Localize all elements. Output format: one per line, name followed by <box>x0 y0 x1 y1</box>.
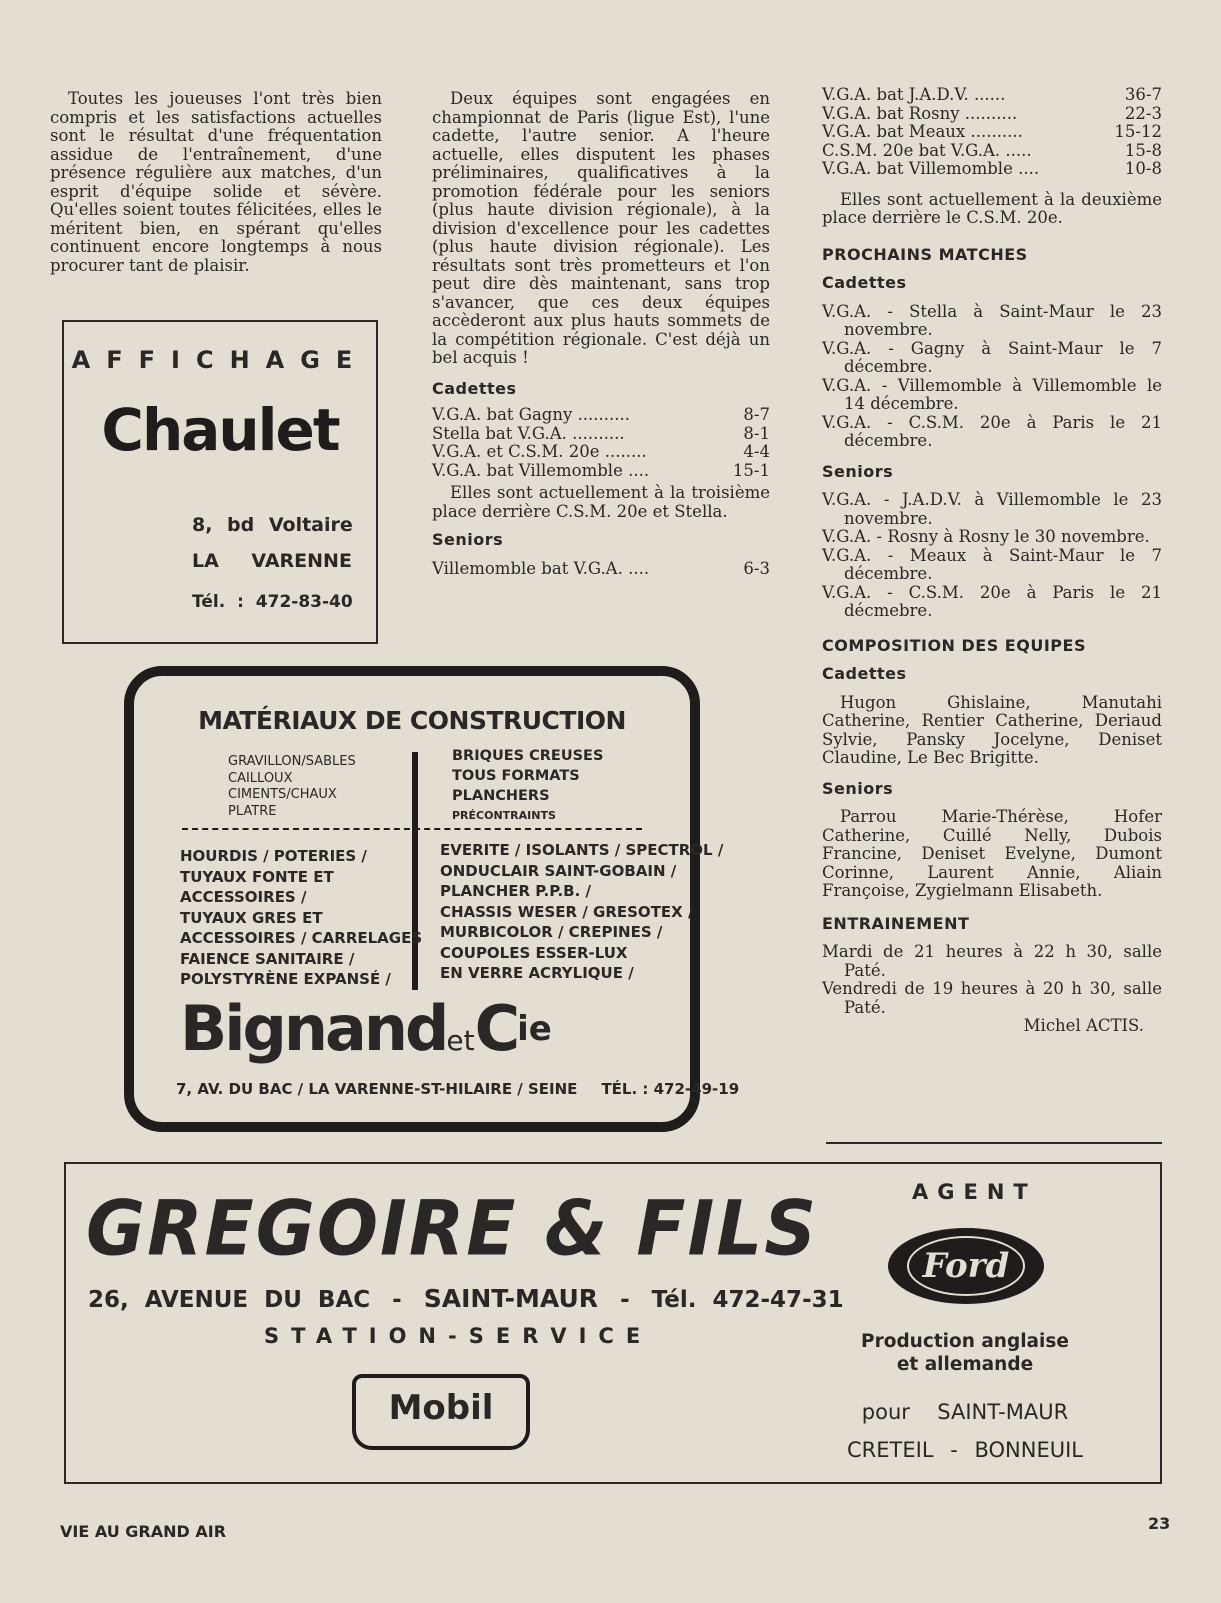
materiaux-item: ONDUCLAIR SAINT-GOBAIN / <box>440 861 677 880</box>
chaulet-address-2: LA VARENNE <box>192 550 352 572</box>
score-row <box>822 142 1162 161</box>
match-item: V.G.A. - C.S.M. 20e à Paris le 21 décmebre. <box>822 582 1162 620</box>
col2-seniors-heading: Seniors <box>432 530 504 549</box>
materiaux-item: CAILLOUX <box>228 770 293 786</box>
materiaux-item: BRIQUES CREUSES <box>452 748 604 764</box>
composition-seniors: Parrou Marie-Thérèse, Hofer Catherine, Cuillé Nelly, Dubois Francine, Deniset Evelyne, Dumont Corinne, Laurent Annie, Aliain Françoise, Zygielmann Elisabeth. <box>822 807 1162 900</box>
materiaux-item: FAIENCE SANITAIRE / <box>180 949 355 968</box>
score-row <box>432 406 770 425</box>
prochains-cadettes-list <box>822 303 1162 451</box>
chaulet-address-1: 8, bd Voltaire <box>192 514 353 536</box>
score-match: C.S.M. 20e bat V.G.A. ..... <box>822 140 1032 160</box>
chaulet-header: AFFICHAGE <box>71 346 369 374</box>
match-item: V.G.A. - Stella à Saint-Maur le 23 novembre. <box>822 301 1162 339</box>
materiaux-divider-dashed <box>182 828 642 830</box>
score-match: V.G.A. bat Gagny .......... <box>432 405 631 424</box>
score-match: V.G.A. bat Villemomble .... <box>432 460 650 480</box>
bignand-et: et <box>446 1024 475 1057</box>
score-value: 8-1 <box>743 423 770 443</box>
entrainement-heading: ENTRAINEMENT <box>822 913 970 933</box>
materiaux-item: PLATRE <box>228 803 277 819</box>
score-value: 4-4 <box>743 442 770 461</box>
score-row <box>432 425 770 444</box>
match-item: V.G.A. - J.A.D.V. à Villemomble le 23 novembre. <box>822 490 1162 528</box>
materiaux-item: PLANCHER P.P.B. / <box>440 882 592 900</box>
ad-chaulet <box>62 320 378 644</box>
score-row <box>822 105 1162 124</box>
gregoire-phone: Tél. 472-47-31 <box>651 1287 844 1313</box>
bignand-brand: Bignand <box>180 992 447 1065</box>
mobil-text: Mobil <box>388 1388 494 1428</box>
col2-cadettes-note: Elles sont actuellement à la troisième place derrière C.S.M. 20e et Stella. <box>432 483 770 521</box>
ford-text: Ford <box>907 1236 1026 1296</box>
match-item: V.G.A. - Rosny à Rosny le 30 novembre. <box>822 527 1150 546</box>
score-match: Villemomble bat V.G.A. .... <box>432 558 650 578</box>
gregoire-address-city: SAINT-MAUR <box>423 1284 599 1313</box>
score-match: V.G.A. et C.S.M. 20e ........ <box>432 442 647 461</box>
col2-cadettes-heading: Cadettes <box>432 378 517 398</box>
bignand-ie: ie <box>517 1009 552 1049</box>
prochains-seniors-heading: Seniors <box>822 461 894 481</box>
column-3 <box>822 86 1162 1036</box>
materiaux-item: ACCESSOIRES / CARRELAGES <box>180 929 423 947</box>
composition-cadettes: Hugon Ghislaine, Manutahi Catherine, Rentier Catherine, Deriaud Sylvie, Pansky Jocelyne, Deniset Claudine, Le Bec Brigitte. <box>822 692 1162 767</box>
composition-cadettes-heading: Cadettes <box>822 664 907 683</box>
score-row <box>822 160 1162 179</box>
match-item: V.G.A. - Meaux à Saint-Maur le 7 décembre. <box>822 545 1162 583</box>
gregoire-top-rule <box>826 1142 1162 1144</box>
entrainement-item: Vendredi de 19 heures à 20 h 30, salle Paté. <box>822 979 1162 1017</box>
gregoire-sep-2: - <box>620 1287 630 1313</box>
gregoire-name: GREGOIRE & FILS <box>86 1183 819 1273</box>
ford-city-3: BONNEUIL <box>974 1438 1083 1462</box>
materiaux-item: EN VERRE ACRYLIQUE / <box>440 964 634 982</box>
ford-logo <box>888 1228 1044 1304</box>
score-row <box>432 560 770 579</box>
materiaux-left-top <box>228 754 356 820</box>
score-value: 10-8 <box>1124 159 1162 178</box>
col3-results <box>822 86 1162 179</box>
bignand-c: C <box>474 992 518 1065</box>
match-item: V.G.A. - C.S.M. 20e à Paris le 21 décembre. <box>822 412 1162 450</box>
column-2 <box>432 90 770 578</box>
materiaux-item: ACCESSOIRES / <box>180 888 307 906</box>
score-match: V.G.A. bat Meaux .......... <box>822 122 1023 141</box>
score-value: 15-12 <box>1114 122 1162 141</box>
materiaux-item: TOUS FORMATS <box>452 768 580 784</box>
score-value: 36-7 <box>1124 85 1162 104</box>
score-value: 22-3 <box>1124 103 1162 123</box>
col2-seniors-results <box>432 560 770 579</box>
materiaux-right-top <box>452 746 603 826</box>
materiaux-item: EVERITE / ISOLANTS / SPECTROL / <box>440 841 724 859</box>
entrainement-item: Mardi de 21 heures à 22 h 30, salle Paté. <box>822 942 1162 980</box>
ford-city-1: SAINT-MAUR <box>937 1400 1069 1424</box>
materiaux-address: 7, AV. DU BAC / LA VARENNE-ST-HILAIRE / SEINE <box>176 1080 578 1098</box>
ford-city-sep: - <box>950 1438 958 1462</box>
col2-intro: Deux équipes sont engagées en championnat de Paris (ligue Est), l'une cadette, l'autre senior. A l'heure actuelle, elles disputent les phases préliminaires, qualificatives à la promotion fédérale pour les seniors (plus haute division régionale), à la division d'excellence pour les cadettes (plus haute division régionale). Les résultats sont très prometteurs et l'on peut dire dès maintenant, sans trop s'avancer, que ces deux équipes accèderont aux plus hauts sommets de la compétition régionale. C'est déjà un bel acquis ! <box>432 89 770 367</box>
score-value: 15-8 <box>1124 140 1162 160</box>
materiaux-item: PRÉCONTRAINTS <box>452 809 556 822</box>
col2-cadettes-results <box>432 406 770 480</box>
column-1 <box>50 90 382 275</box>
prochains-cadettes-heading: Cadettes <box>822 273 907 292</box>
ad-materiaux <box>124 666 740 1132</box>
ford-production <box>852 1330 1078 1376</box>
score-value: 6-3 <box>743 558 770 578</box>
materiaux-address-line <box>176 1080 739 1098</box>
ford-pour: pour <box>861 1400 910 1424</box>
materiaux-title: MATÉRIAUX DE CONSTRUCTION <box>198 706 626 735</box>
ford-city-2: CRETEIL <box>847 1438 934 1462</box>
composition-seniors-heading: Seniors <box>822 778 894 798</box>
score-value: 15-1 <box>732 460 770 480</box>
match-item: V.G.A. - Gagny à Saint-Maur le 7 décembre. <box>822 338 1162 376</box>
score-match: Stella bat V.G.A. .......... <box>432 423 625 443</box>
ford-production-line-1: Production anglaise <box>861 1331 1069 1352</box>
score-match: V.G.A. bat J.A.D.V. ...... <box>822 85 1006 104</box>
materiaux-item: POLYSTYRÈNE EXPANSÉ / <box>180 970 391 988</box>
footer-magazine: VIE AU GRAND AIR <box>60 1522 227 1541</box>
gregoire-address-street: 26, AVENUE DU BAC <box>88 1287 371 1313</box>
gregoire-address-line <box>88 1284 844 1313</box>
materiaux-left-bottom <box>180 846 422 990</box>
chaulet-phone: Tél. : 472-83-40 <box>192 592 353 612</box>
materiaux-phone: TÉL. : 472-49-19 <box>601 1080 740 1098</box>
col1-paragraph: Toutes les joueuses l'ont très bien compris et les satisfactions actuelles sont le résultat d'une fréquentation assidue de l'entraînement, d'une présence régulière aux matches, d'un esprit d'équipe solide et sévère. Qu'elles soient toutes félicitées, elles le méritent bien, en spérant qu'elles continuent encore longtemps à nous procurer tant de plaisir. <box>50 89 382 275</box>
entrainement-list <box>822 943 1162 1017</box>
ford-cities-line <box>832 1438 1098 1462</box>
footer-page-number: 23 <box>1148 1514 1171 1533</box>
score-row <box>432 443 770 462</box>
materiaux-item: CIMENTS/CHAUX <box>228 787 337 802</box>
match-item: V.G.A. - Villemomble à Villemomble le 14 décembre. <box>822 375 1162 413</box>
prochains-seniors-list <box>822 491 1162 621</box>
gregoire-sep-1: - <box>392 1287 402 1313</box>
materiaux-item: PLANCHERS <box>452 788 550 804</box>
materiaux-item: HOURDIS / POTERIES / <box>180 847 367 865</box>
materiaux-item: TUYAUX GRES ET <box>180 908 323 927</box>
ford-production-line-2: et allemande <box>896 1354 1034 1375</box>
materiaux-item: TUYAUX FONTE ET <box>180 867 334 886</box>
score-row <box>822 86 1162 105</box>
score-row <box>822 123 1162 142</box>
col3-note: Elles sont actuellement à la deuxième place derrière le C.S.M. 20e. <box>822 189 1162 227</box>
bignand-logo <box>180 994 552 1076</box>
composition-heading: COMPOSITION DES EQUIPES <box>822 635 1086 655</box>
materiaux-item: MURBICOLOR / CREPINES / <box>440 923 663 941</box>
author: Michel ACTIS. <box>1023 1016 1144 1035</box>
ford-pour-line <box>852 1400 1078 1424</box>
score-value: 8-7 <box>743 405 770 424</box>
prochains-heading: PROCHAINS MATCHES <box>822 244 1028 264</box>
ford-agent-label: AGENT <box>912 1180 1037 1204</box>
chaulet-name: Chaulet <box>101 396 339 464</box>
score-match: V.G.A. bat Rosny .......... <box>822 103 1018 123</box>
ad-gregoire <box>64 1162 1162 1484</box>
score-row <box>432 462 770 481</box>
materiaux-item: GRAVILLON/SABLES <box>228 754 356 769</box>
materiaux-item: COUPOLES ESSER-LUX <box>440 943 628 962</box>
materiaux-item: CHASSIS WESER / GRESOTEX / <box>440 902 694 921</box>
materiaux-right-bottom <box>440 840 723 984</box>
mobil-logo <box>352 1374 530 1450</box>
score-match: V.G.A. bat Villemomble .... <box>822 159 1040 178</box>
gregoire-station-service: STATION-SERVICE <box>264 1324 653 1348</box>
